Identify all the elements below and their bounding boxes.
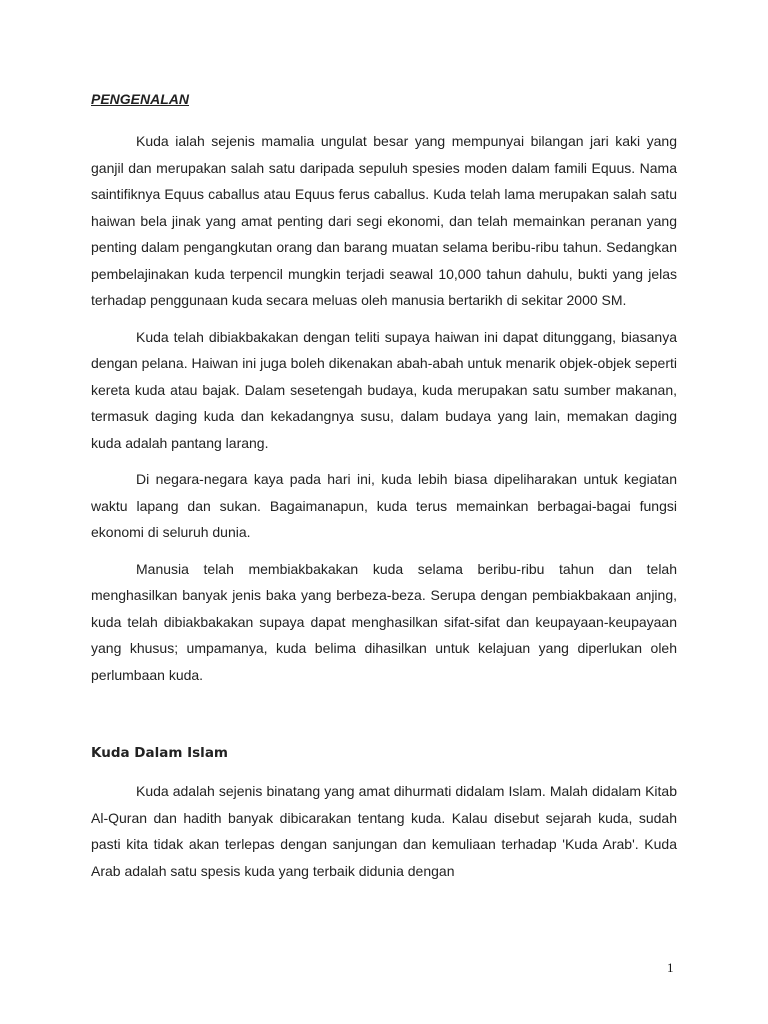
section-heading-pengenalan: PENGENALAN xyxy=(91,91,190,107)
paragraph: Kuda adalah sejenis binatang yang amat dihurmati didalam Islam. Malah didalam Kitab Al-Quran dan hadith banyak dibicarakan tentang kuda. Kalau disebut sejarah kuda, sudah pasti kita tidak akan terlepas dengan sanjungan dan kemuliaan terhadap 'Kuda Arab'. Kuda Arab adalah satu spesis kuda yang terbaik didunia dengan xyxy=(91,783,677,879)
paragraph: Kuda ialah sejenis mamalia ungulat besar yang mempunyai bilangan jari kaki yang ganjil dan merupakan salah satu daripada sepuluh spesies moden dalam famili Equus. Nama saintifiknya Equus caballus atau Equus ferus caballus. Kuda telah lama merupakan salah satu haiwan bela jinak yang amat penting dari segi ekonomi, dan telah memainkan peranan yang penting dalam pengangkutan orang dan barang muatan selama beribu-ribu tahun. Sedangkan pembelajinakan kuda terpencil mungkin terjadi seawal 10,000 tahun dahulu, bukti yang jelas terhadap penggunaan kuda secara meluas oleh manusia bertarikh di sekitar 2000 SM. xyxy=(91,133,677,308)
document-body xyxy=(91,88,677,894)
paragraph: Manusia telah membiakbakakan kuda selama beribu-ribu tahun dan telah menghasilkan banyak jenis baka yang berbeza-beza. Serupa dengan pembiakbakaan anjing, kuda telah dibiakbakakan supaya dapat menghasilkan sifat-sifat dan keupayaan-keupayaan yang khusus; umpamanya, kuda belima dihasilkan untuk kelajuan yang diperlukan oleh perlumbaan kuda. xyxy=(91,560,677,683)
section-heading-kuda-dalam-islam: Kuda Dalam Islam xyxy=(91,745,228,761)
paragraph: Di negara-negara kaya pada hari ini, kuda lebih biasa dipeliharakan untuk kegiatan waktu lapang dan sukan. Bagaimanapun, kuda terus memainkan berbagai-bagai fungsi ekonomi di seluruh dunia. xyxy=(91,471,677,540)
paragraph: Kuda telah dibiakbakakan dengan teliti supaya haiwan ini dapat ditunggang, biasanya dengan pelana. Haiwan ini juga boleh dikenakan abah-abah untuk menarik objek-objek seperti kereta kuda atau bajak. Dalam sesetengah budaya, kuda merupakan satu sumber makanan, termasuk daging kuda dan kekadangnya susu, dalam budaya yang lain, memakan daging kuda adalah pantang larang. xyxy=(91,328,677,451)
page-number: 1 xyxy=(667,960,674,975)
